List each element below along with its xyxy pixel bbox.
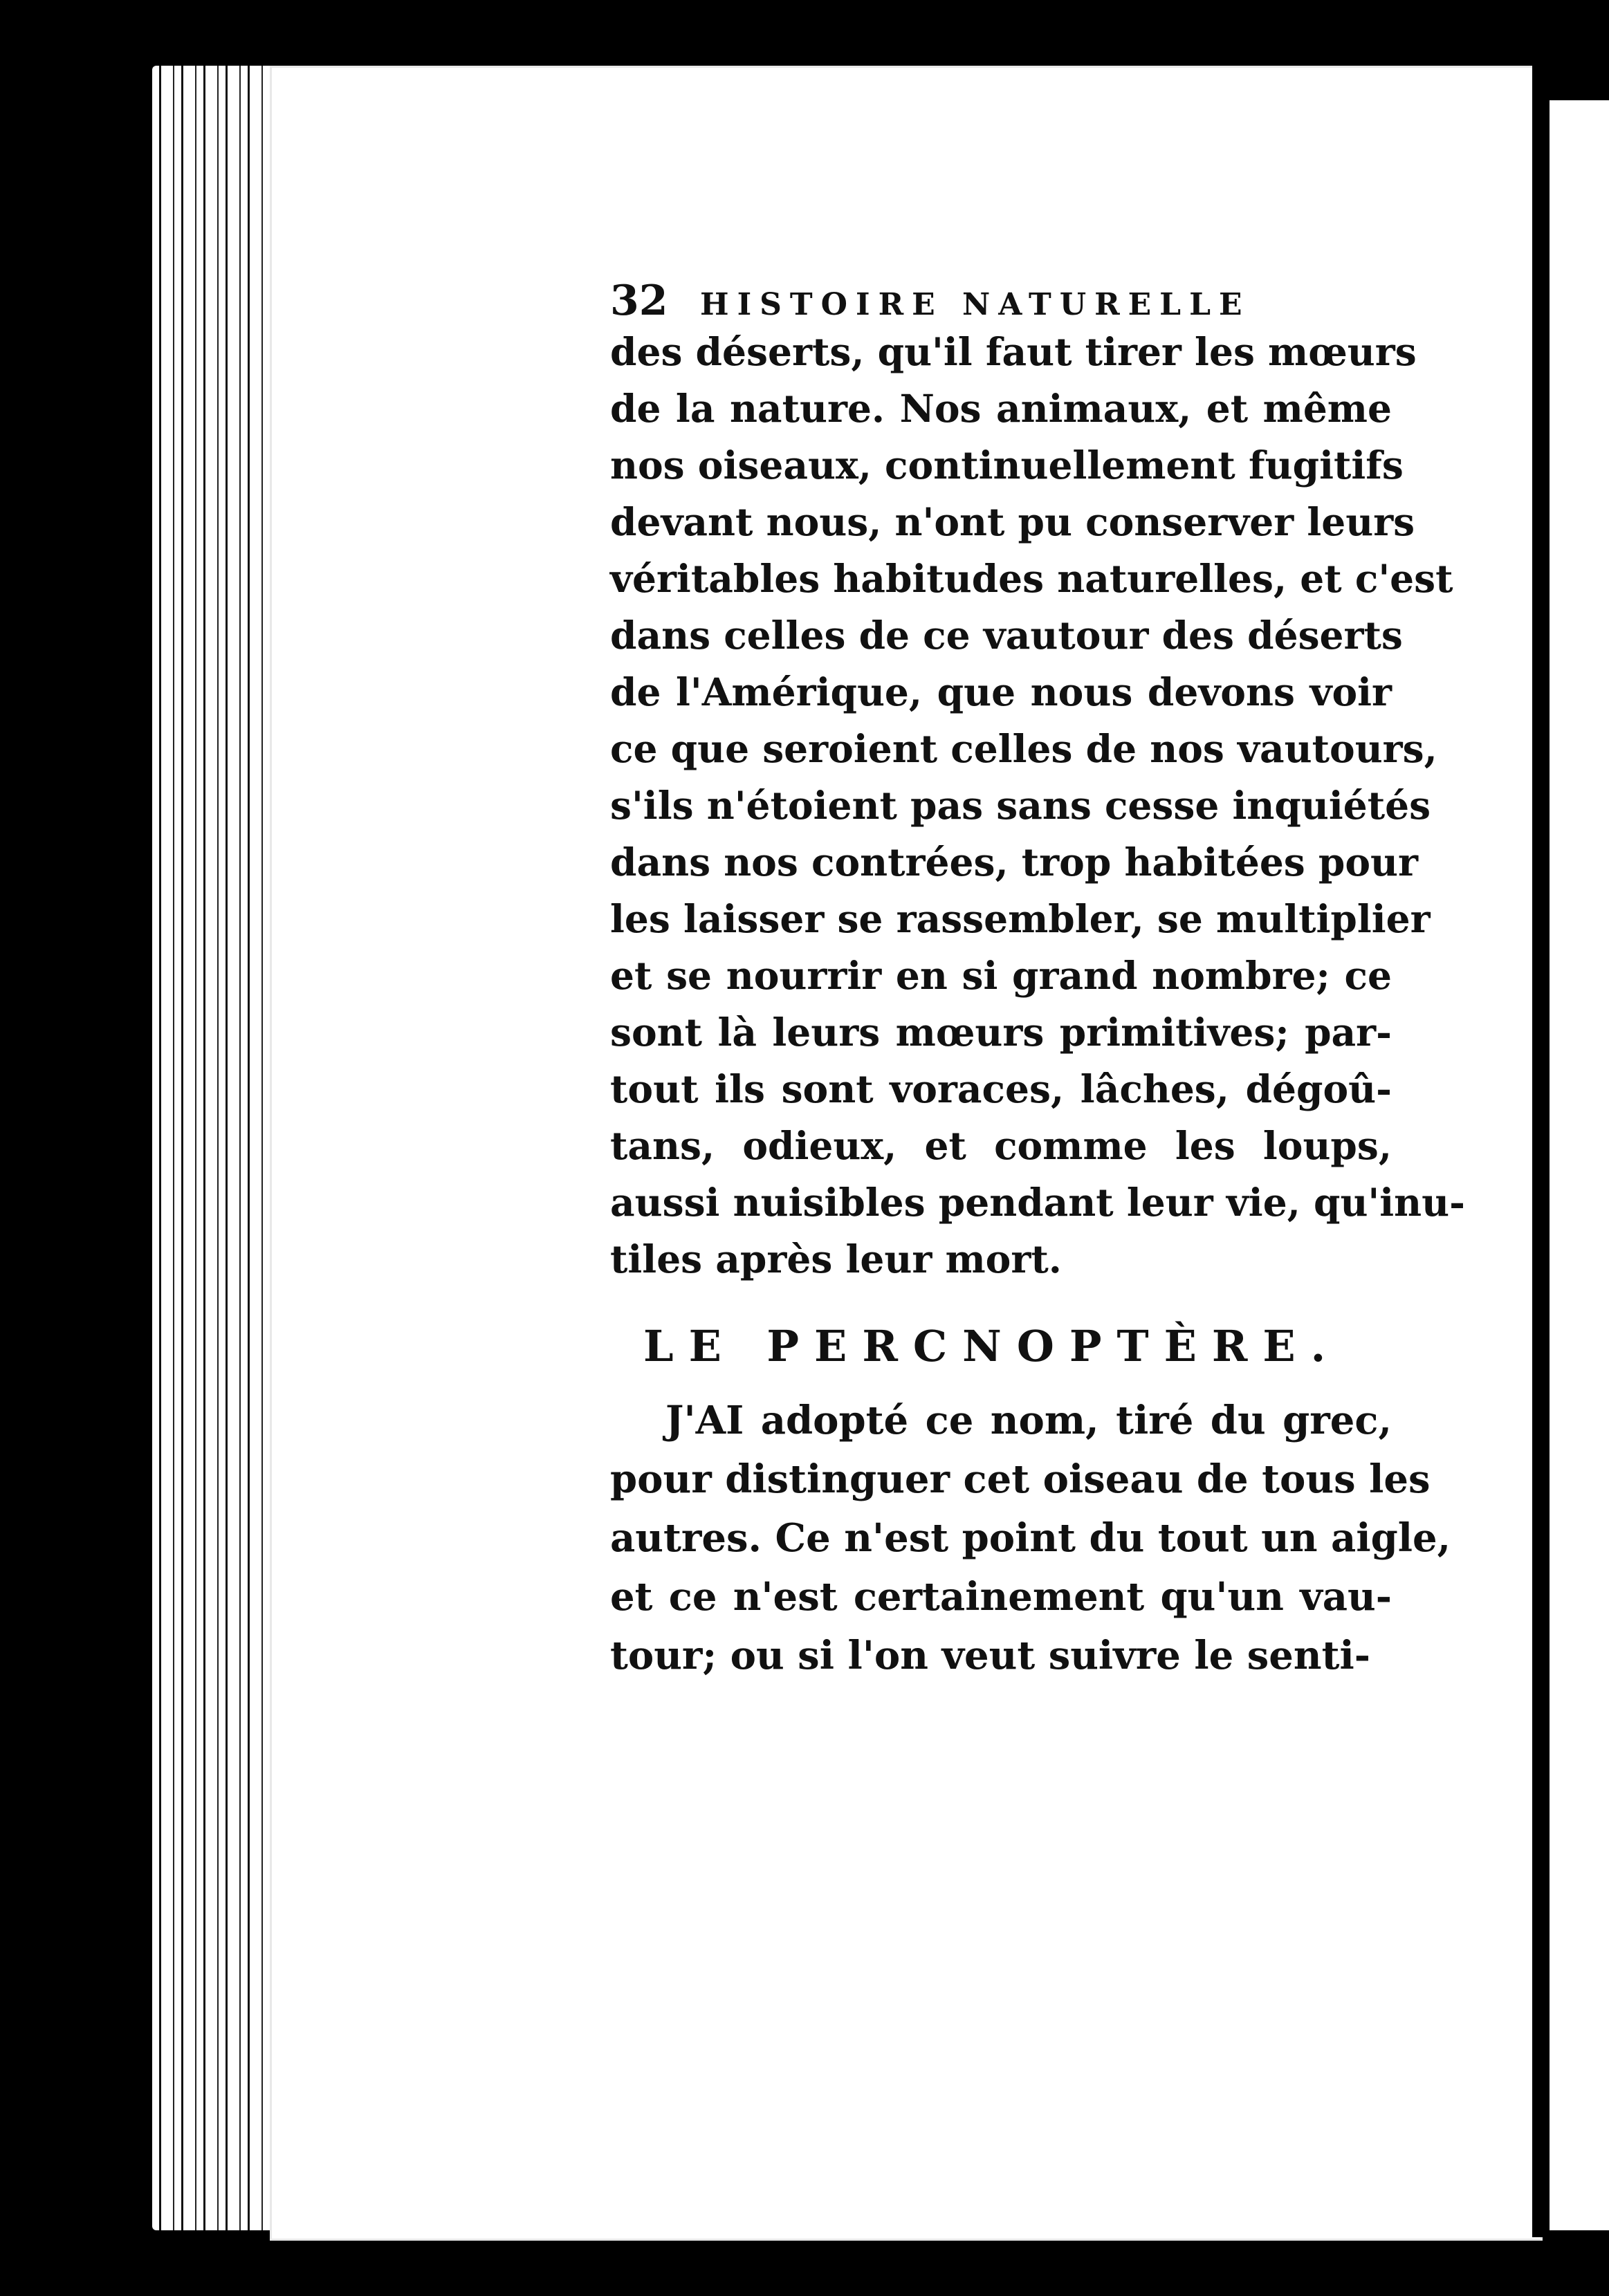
text-line: tiles après leur mort. xyxy=(610,1237,1062,1281)
text-line: véritables habitudes naturelles, et c'est xyxy=(610,556,1453,601)
text-line: dans nos contrées, trop habitées pour xyxy=(610,840,1419,885)
page-number: 32 xyxy=(610,277,668,325)
text-line: pour distinguer cet oiseau de tous les xyxy=(610,1456,1431,1502)
text-line: J'AI adopté ce nom, tiré du grec, xyxy=(665,1398,1392,1443)
page-text-block xyxy=(610,277,1465,1685)
text-line: et se nourrir en si grand nombre; ce xyxy=(610,953,1392,998)
section-title: LE PERCNOPTÈRE. xyxy=(643,1321,1341,1371)
text-line: autres. Ce n'est point du tout un aigle, xyxy=(610,1515,1451,1561)
text-line: devant nous, n'ont pu conserver leurs xyxy=(610,499,1415,544)
text-line: nos oiseaux, continuellement fugitifs xyxy=(610,443,1404,488)
text-line: aussi nuisibles pendant leur vie, qu'inu- xyxy=(610,1180,1465,1225)
text-line: les laisser se rassembler, se multiplier xyxy=(610,896,1431,941)
text-line: dans celles de ce vautour des déserts xyxy=(610,613,1403,658)
facing-page-edge xyxy=(1550,100,1609,2230)
running-title: HISTOIRE NATURELLE xyxy=(700,287,1251,322)
text-line: tout ils sont voraces, lâches, dégoû- xyxy=(610,1066,1392,1111)
text-line: ce que seroient celles de nos vautours, xyxy=(610,726,1437,771)
text-line: tour; ou si l'on veut suivre le senti- xyxy=(610,1633,1371,1678)
text-line: sont là leurs mœurs primitives; par- xyxy=(610,1010,1392,1055)
gutter-shadow xyxy=(1532,66,1550,2237)
text-line: s'ils n'étoient pas sans cesse inquiétés xyxy=(610,783,1431,828)
text-line: des déserts, qu'il faut tirer les mœurs xyxy=(610,329,1417,374)
text-line: de la nature. Nos animaux, et même xyxy=(610,386,1392,431)
text-line: de l'Amérique, que nous devons voir xyxy=(610,669,1392,714)
running-header xyxy=(610,277,1392,325)
paragraph-1 xyxy=(610,324,1465,1288)
text-line: tans, odieux, et comme les loups, xyxy=(610,1123,1392,1168)
paragraph-2 xyxy=(610,1391,1451,1685)
text-line: et ce n'est certainement qu'un vau- xyxy=(610,1574,1392,1620)
